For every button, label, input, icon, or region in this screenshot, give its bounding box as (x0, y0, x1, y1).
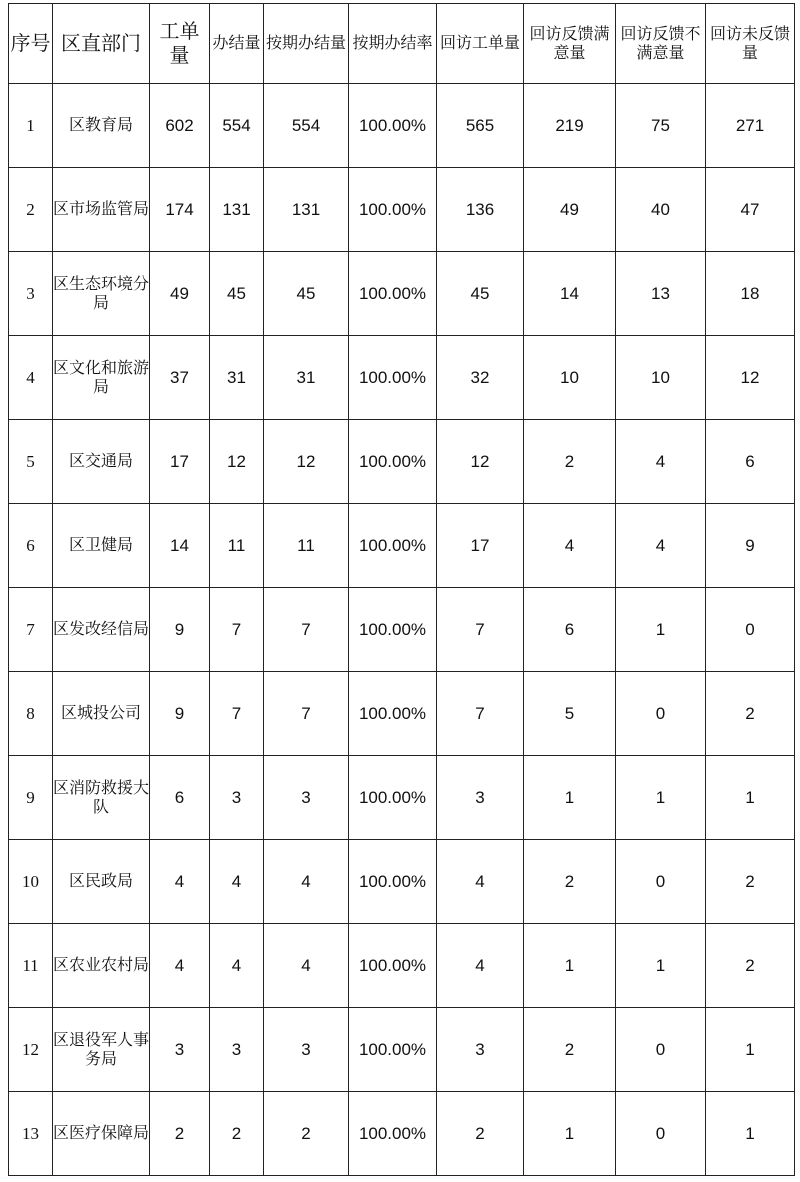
table-row (9, 756, 795, 840)
header-order-count (150, 4, 210, 84)
row-index: 8 (9, 672, 53, 756)
completed-count: 45 (210, 252, 264, 336)
ontime-rate: 100.00% (349, 420, 437, 504)
header-followup-orders (437, 4, 524, 84)
followup-order-count: 3 (437, 756, 524, 840)
followup-unsatisfied-count: 13 (616, 252, 706, 336)
row-index: 1 (9, 84, 53, 168)
table-row (9, 168, 795, 252)
row-index: 2 (9, 168, 53, 252)
header-label: 回访反馈满意量 (529, 25, 610, 62)
order-count: 4 (150, 924, 210, 1008)
followup-unsatisfied-count: 0 (616, 672, 706, 756)
followup-no-feedback-count: 0 (706, 588, 795, 672)
followup-no-feedback-count: 2 (706, 672, 795, 756)
header-ontime-rate (349, 4, 437, 84)
followup-no-feedback-count: 6 (706, 420, 795, 504)
followup-no-feedback-count: 271 (706, 84, 795, 168)
ontime-completed-count: 3 (264, 756, 349, 840)
table-row (9, 588, 795, 672)
header-label: 回访反馈不满意量 (620, 25, 701, 62)
followup-order-count: 17 (437, 504, 524, 588)
followup-satisfied-count: 14 (524, 252, 616, 336)
completed-count: 2 (210, 1092, 264, 1176)
followup-unsatisfied-count: 1 (616, 756, 706, 840)
ontime-rate: 100.00% (349, 336, 437, 420)
header-department (53, 4, 150, 84)
followup-satisfied-count: 2 (524, 420, 616, 504)
ontime-completed-count: 31 (264, 336, 349, 420)
department-name: 区民政局 (53, 840, 150, 924)
table-row (9, 252, 795, 336)
ontime-completed-count: 11 (264, 504, 349, 588)
department-name: 区发改经信局 (53, 588, 150, 672)
order-count: 6 (150, 756, 210, 840)
row-index: 5 (9, 420, 53, 504)
header-label: 按期办结量 (265, 35, 346, 52)
completed-count: 4 (210, 924, 264, 1008)
row-index: 7 (9, 588, 53, 672)
order-count: 4 (150, 840, 210, 924)
department-name: 区消防救援大队 (53, 756, 150, 840)
table-row (9, 924, 795, 1008)
followup-satisfied-count: 49 (524, 168, 616, 252)
ontime-rate: 100.00% (349, 924, 437, 1008)
department-name: 区卫健局 (53, 504, 150, 588)
department-name: 区退役军人事务局 (53, 1008, 150, 1092)
followup-satisfied-count: 10 (524, 336, 616, 420)
followup-unsatisfied-count: 1 (616, 588, 706, 672)
ontime-rate: 100.00% (349, 252, 437, 336)
followup-satisfied-count: 1 (524, 924, 616, 1008)
header-index (9, 4, 53, 84)
department-name: 区生态环境分局 (53, 252, 150, 336)
header-label: 按期办结率 (352, 35, 433, 52)
table-row (9, 504, 795, 588)
department-name: 区教育局 (53, 84, 150, 168)
department-name: 区市场监管局 (53, 168, 150, 252)
completed-count: 11 (210, 504, 264, 588)
header-label: 区直部门 (61, 32, 141, 55)
table-body (9, 84, 795, 1176)
followup-order-count: 3 (437, 1008, 524, 1092)
table-row (9, 336, 795, 420)
followup-order-count: 565 (437, 84, 524, 168)
followup-order-count: 4 (437, 840, 524, 924)
followup-order-count: 12 (437, 420, 524, 504)
followup-no-feedback-count: 2 (706, 840, 795, 924)
department-work-order-table (8, 3, 795, 1176)
ontime-completed-count: 3 (264, 1008, 349, 1092)
ontime-rate: 100.00% (349, 840, 437, 924)
completed-count: 4 (210, 840, 264, 924)
header-completed (210, 4, 264, 84)
completed-count: 554 (210, 84, 264, 168)
ontime-rate: 100.00% (349, 504, 437, 588)
order-count: 602 (150, 84, 210, 168)
header-label: 工单量 (159, 20, 200, 67)
followup-no-feedback-count: 1 (706, 1008, 795, 1092)
followup-order-count: 4 (437, 924, 524, 1008)
department-name: 区农业农村局 (53, 924, 150, 1008)
followup-satisfied-count: 219 (524, 84, 616, 168)
followup-order-count: 32 (437, 336, 524, 420)
row-index: 11 (9, 924, 53, 1008)
ontime-completed-count: 12 (264, 420, 349, 504)
department-name: 区交通局 (53, 420, 150, 504)
department-name: 区医疗保障局 (53, 1092, 150, 1176)
order-count: 49 (150, 252, 210, 336)
order-count: 9 (150, 672, 210, 756)
followup-no-feedback-count: 47 (706, 168, 795, 252)
followup-unsatisfied-count: 1 (616, 924, 706, 1008)
row-index: 9 (9, 756, 53, 840)
order-count: 2 (150, 1092, 210, 1176)
header-label: 办结量 (212, 35, 261, 52)
completed-count: 31 (210, 336, 264, 420)
order-count: 3 (150, 1008, 210, 1092)
ontime-rate: 100.00% (349, 756, 437, 840)
ontime-completed-count: 45 (264, 252, 349, 336)
followup-satisfied-count: 1 (524, 1092, 616, 1176)
header-followup-no-feedback (706, 4, 795, 84)
ontime-rate: 100.00% (349, 1008, 437, 1092)
followup-unsatisfied-count: 40 (616, 168, 706, 252)
department-name: 区城投公司 (53, 672, 150, 756)
followup-satisfied-count: 6 (524, 588, 616, 672)
completed-count: 7 (210, 672, 264, 756)
followup-no-feedback-count: 12 (706, 336, 795, 420)
followup-satisfied-count: 4 (524, 504, 616, 588)
department-name: 区文化和旅游局 (53, 336, 150, 420)
followup-unsatisfied-count: 75 (616, 84, 706, 168)
completed-count: 3 (210, 756, 264, 840)
followup-satisfied-count: 2 (524, 840, 616, 924)
followup-no-feedback-count: 9 (706, 504, 795, 588)
order-count: 14 (150, 504, 210, 588)
followup-order-count: 45 (437, 252, 524, 336)
table-row (9, 420, 795, 504)
ontime-completed-count: 4 (264, 924, 349, 1008)
ontime-completed-count: 7 (264, 672, 349, 756)
row-index: 3 (9, 252, 53, 336)
order-count: 174 (150, 168, 210, 252)
completed-count: 7 (210, 588, 264, 672)
followup-order-count: 7 (437, 672, 524, 756)
completed-count: 12 (210, 420, 264, 504)
followup-satisfied-count: 1 (524, 756, 616, 840)
ontime-rate: 100.00% (349, 1092, 437, 1176)
ontime-rate: 100.00% (349, 84, 437, 168)
table-row (9, 672, 795, 756)
ontime-completed-count: 2 (264, 1092, 349, 1176)
table-row (9, 84, 795, 168)
followup-satisfied-count: 2 (524, 1008, 616, 1092)
row-index: 10 (9, 840, 53, 924)
followup-order-count: 2 (437, 1092, 524, 1176)
ontime-completed-count: 7 (264, 588, 349, 672)
table-header-row (9, 4, 795, 84)
completed-count: 3 (210, 1008, 264, 1092)
ontime-completed-count: 131 (264, 168, 349, 252)
table-row (9, 1092, 795, 1176)
followup-unsatisfied-count: 0 (616, 1092, 706, 1176)
followup-satisfied-count: 5 (524, 672, 616, 756)
table-row (9, 840, 795, 924)
order-count: 37 (150, 336, 210, 420)
header-label: 序号 (10, 32, 51, 55)
row-index: 12 (9, 1008, 53, 1092)
ontime-completed-count: 4 (264, 840, 349, 924)
ontime-rate: 100.00% (349, 672, 437, 756)
followup-unsatisfied-count: 4 (616, 420, 706, 504)
completed-count: 131 (210, 168, 264, 252)
header-ontime-completed (264, 4, 349, 84)
followup-unsatisfied-count: 4 (616, 504, 706, 588)
ontime-rate: 100.00% (349, 588, 437, 672)
header-label: 回访未反馈量 (709, 25, 790, 62)
order-count: 9 (150, 588, 210, 672)
header-label: 回访工单量 (439, 35, 520, 52)
row-index: 4 (9, 336, 53, 420)
followup-no-feedback-count: 1 (706, 756, 795, 840)
followup-unsatisfied-count: 0 (616, 1008, 706, 1092)
followup-unsatisfied-count: 10 (616, 336, 706, 420)
table-row (9, 1008, 795, 1092)
followup-no-feedback-count: 18 (706, 252, 795, 336)
followup-unsatisfied-count: 0 (616, 840, 706, 924)
ontime-completed-count: 554 (264, 84, 349, 168)
order-count: 17 (150, 420, 210, 504)
followup-order-count: 7 (437, 588, 524, 672)
header-followup-unsatisfied (616, 4, 706, 84)
followup-no-feedback-count: 2 (706, 924, 795, 1008)
row-index: 13 (9, 1092, 53, 1176)
header-followup-satisfied (524, 4, 616, 84)
followup-no-feedback-count: 1 (706, 1092, 795, 1176)
ontime-rate: 100.00% (349, 168, 437, 252)
followup-order-count: 136 (437, 168, 524, 252)
row-index: 6 (9, 504, 53, 588)
